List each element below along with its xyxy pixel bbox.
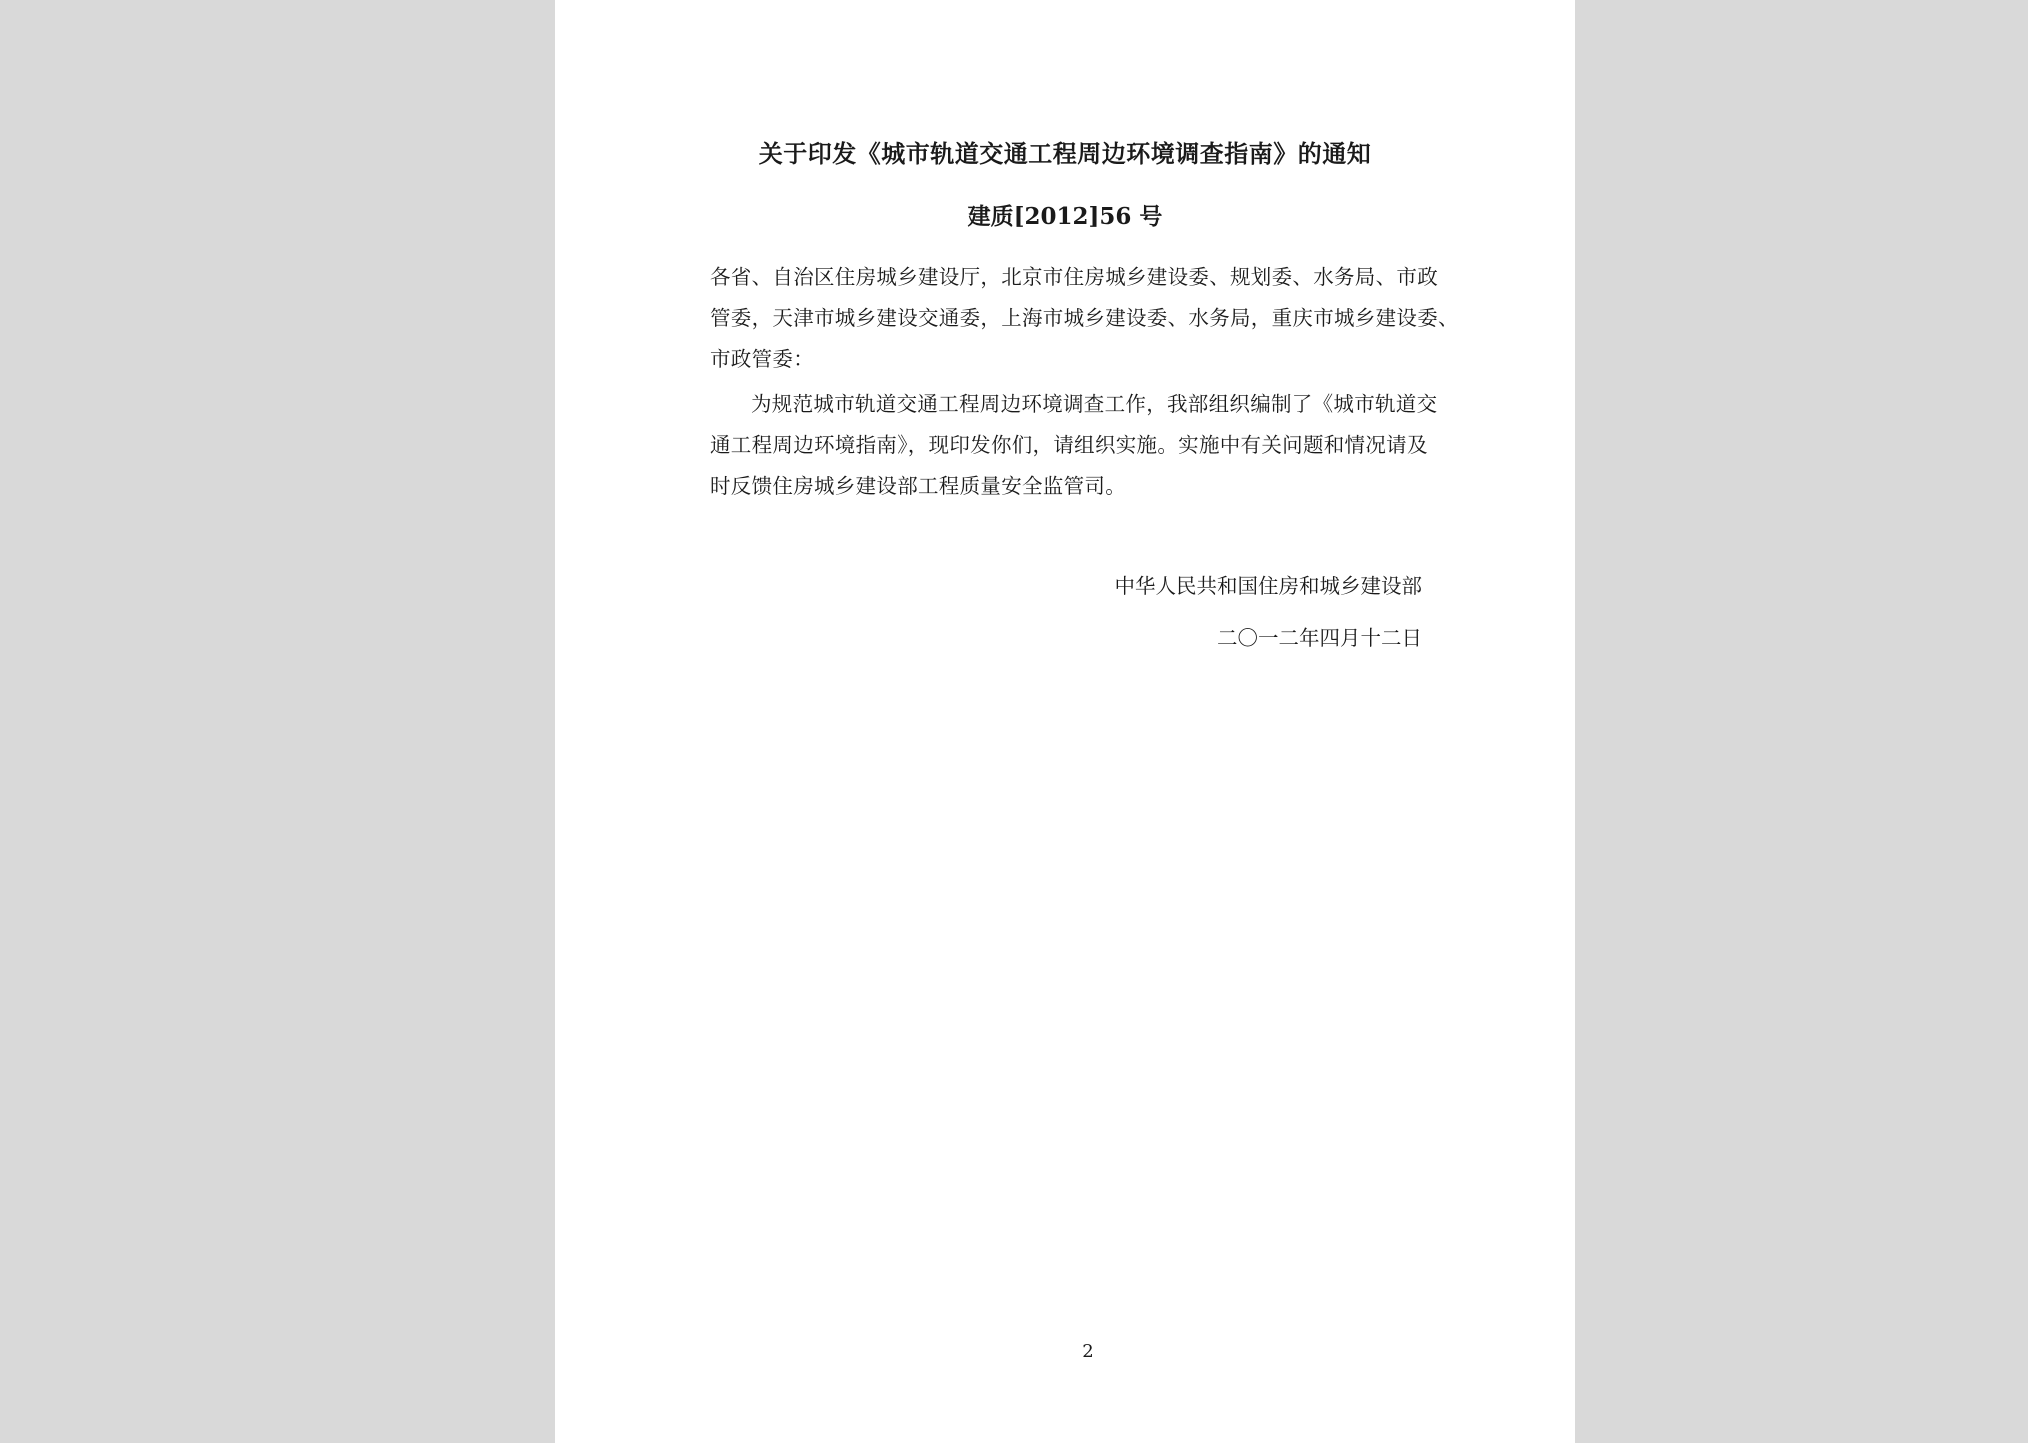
addressee-line: 各省、自治区住房城乡建设厅，北京市住房城乡建设委、规划委、水务局、市政 (710, 265, 1438, 289)
page-number: 2 (1082, 1341, 1094, 1362)
body-line: 通工程周边环境指南》，现印发你们，请组织实施。实施中有关问题和情况请及 (710, 433, 1428, 457)
issue-date: 二〇一二年四月十二日 (1217, 626, 1422, 650)
addressee-line: 市政管委： (710, 347, 814, 371)
addressee-line: 管委，天津市城乡建设交通委，上海市城乡建设委、水务局，重庆市城乡建设委、 (710, 306, 1459, 330)
document-title: 关于印发《城市轨道交通工程周边环境调查指南》的通知 (758, 139, 1372, 168)
body-line: 为规范城市轨道交通工程周边环境调查工作，我部组织编制了《城市轨道交 (751, 392, 1438, 416)
body-line: 时反馈住房城乡建设部工程质量安全监管司。 (710, 474, 1126, 498)
body-paragraph (710, 384, 1436, 507)
signer-organization: 中华人民共和国住房和城乡建设部 (1114, 574, 1422, 598)
document-page (555, 0, 1575, 1443)
document-number: 建质[2012]56 号 (967, 203, 1163, 230)
addressee-block (710, 257, 1459, 380)
